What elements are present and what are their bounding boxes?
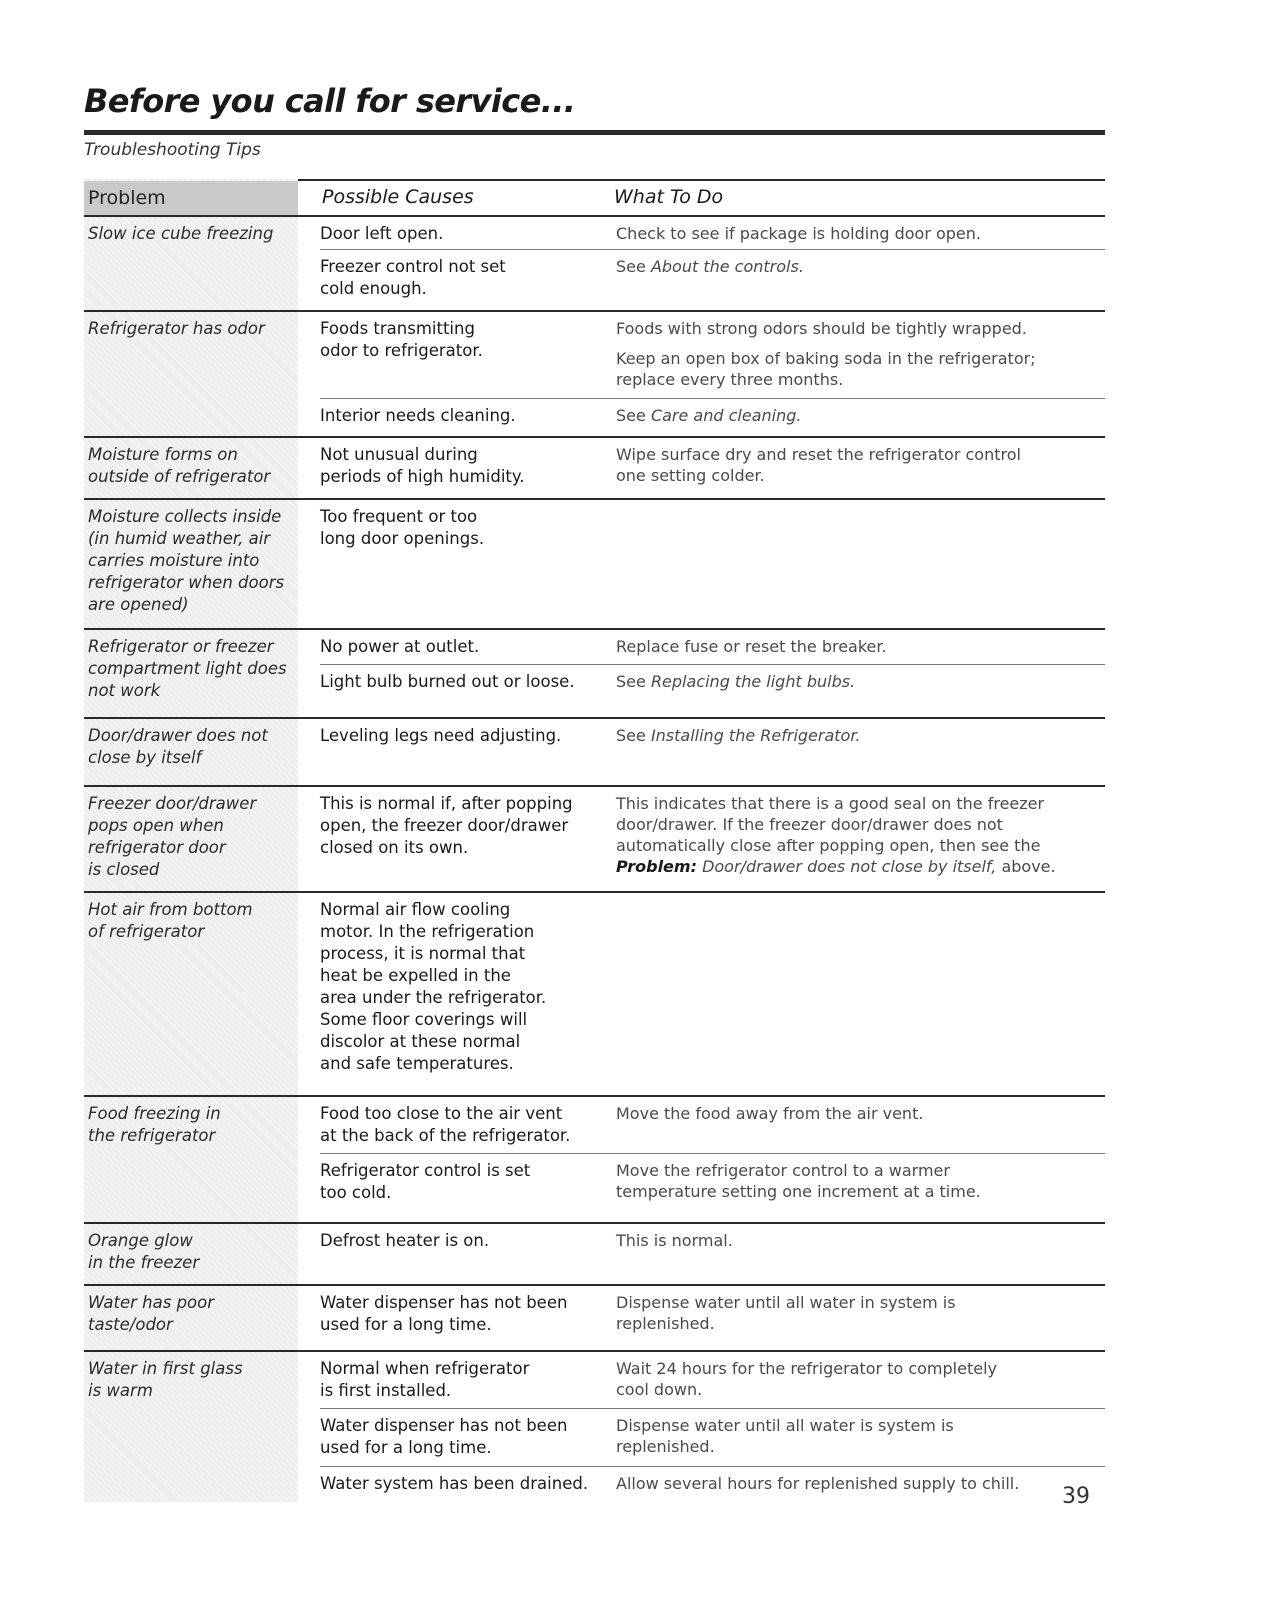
cause-item (320, 1408, 1105, 1466)
what-to-do-cell (616, 223, 1102, 244)
problem-cell: Water has poor taste/odor (88, 1293, 215, 1334)
column-header-problem: Problem (84, 181, 298, 215)
problem-cell: Slow ice cube freezing (88, 224, 274, 243)
possible-cause-cell: Foods transmitting odor to refrigerator. (320, 319, 483, 360)
table-row (84, 717, 1105, 785)
what-to-do-cell (616, 725, 1102, 746)
table-row (84, 785, 1105, 891)
what-to-do-text: See (616, 726, 651, 745)
possible-cause-cell: Normal air flow cooling motor. In the refrigeration process, it is normal that heat be expelled in the area under the refrigerator. Some floor coverings will discolor at these normal and safe temperatures. (320, 900, 547, 1073)
what-to-do-text: This is normal. (616, 1231, 733, 1250)
what-to-do-text: above. (996, 857, 1056, 876)
what-to-do-cell (616, 318, 1102, 389)
possible-cause-cell: This is normal if, after popping open, the freezer door/drawer closed on its own. (320, 794, 573, 857)
cause-item (320, 664, 1105, 719)
cause-item (320, 217, 1105, 249)
what-to-do-cell (616, 444, 1102, 486)
problem-cell: Water in first glass is warm (88, 1359, 243, 1400)
possible-cause-cell: Freezer control not set cold enough. (320, 257, 506, 298)
table-row (84, 436, 1105, 498)
cause-item (320, 719, 1105, 787)
problem-cell: Freezer door/drawer pops open when refrigerator door is closed (88, 794, 257, 879)
cause-item (320, 1097, 1105, 1153)
cause-item (320, 1352, 1105, 1408)
possible-cause-cell: Water dispenser has not been used for a long time. (320, 1293, 568, 1334)
what-to-do-text: Door/drawer does not close by itself, (696, 857, 997, 876)
what-to-do-cell (616, 405, 1102, 426)
cause-item (320, 398, 1105, 438)
table-row (84, 217, 1105, 310)
what-to-do-cell (616, 1473, 1102, 1494)
possible-cause-cell: Defrost heater is on. (320, 1231, 490, 1250)
column-header-todo: What To Do (614, 186, 724, 208)
possible-cause-cell: No power at outlet. (320, 637, 480, 656)
cause-item (320, 312, 1105, 398)
possible-cause-cell: Water system has been drained. (320, 1474, 589, 1493)
what-to-do-text: This indicates that there is a good seal on the freezer door/drawer. If the freezer door/drawer does not automatically close after popping open, then see the (616, 794, 1045, 855)
cause-item (320, 1286, 1105, 1352)
page-subtitle: Troubleshooting Tips (84, 140, 261, 160)
what-to-do-cell (616, 793, 1102, 877)
cause-item (320, 630, 1105, 664)
what-to-do-text: See (616, 257, 651, 276)
what-to-do-text: Problem: (616, 857, 697, 876)
cause-item (320, 1466, 1105, 1504)
problem-cell: Hot air from bottom of refrigerator (88, 900, 253, 941)
what-to-do-text: Replace fuse or reset the breaker. (616, 637, 887, 656)
what-to-do-text: Dispense water until all water in system is replenished. (616, 1293, 956, 1333)
what-to-do-text: Move the refrigerator control to a warmer temperature setting one increment at a time. (616, 1161, 981, 1201)
what-to-do-text: Care and cleaning. (650, 406, 802, 425)
what-to-do-cell (616, 1292, 1102, 1334)
possible-cause-cell: Leveling legs need adjusting. (320, 726, 562, 745)
problem-cell: Food freezing in the refrigerator (88, 1104, 221, 1145)
problem-cell: Refrigerator or freezer compartment light does not work (88, 637, 287, 700)
cause-item (320, 1224, 1105, 1286)
table-row (84, 1095, 1105, 1222)
cause-item (320, 500, 1105, 630)
problem-cell: Orange glow in the freezer (88, 1231, 200, 1272)
table-row (84, 1222, 1105, 1284)
problem-cell: Refrigerator has odor (88, 319, 265, 338)
cause-item (320, 249, 1105, 310)
possible-cause-cell: Normal when refrigerator is first installed. (320, 1359, 530, 1400)
page-title: Before you call for service... (84, 82, 576, 120)
possible-cause-cell: Food too close to the air vent at the back of the refrigerator. (320, 1104, 571, 1145)
problem-cell: Moisture collects inside (in humid weather, air carries moisture into refrigerator when doors are opened) (88, 507, 285, 614)
table-row (84, 891, 1105, 1095)
possible-cause-cell: Light bulb burned out or loose. (320, 672, 575, 691)
what-to-do-text: About the controls. (650, 257, 804, 276)
what-to-do-text: Installing the Refrigerator. (650, 726, 861, 745)
table-row (84, 1350, 1105, 1502)
cause-item (320, 893, 1105, 1097)
table-row (84, 628, 1105, 717)
what-to-do-text: Allow several hours for replenished supply to chill. (616, 1474, 1020, 1493)
what-to-do-text: Wipe surface dry and reset the refrigerator control one setting colder. (616, 445, 1021, 485)
what-to-do-cell (616, 1230, 1102, 1251)
what-to-do-text: Wait 24 hours for the refrigerator to completely cool down. (616, 1359, 997, 1399)
possible-cause-cell: Interior needs cleaning. (320, 406, 516, 425)
table-row (84, 498, 1105, 628)
what-to-do-text: Foods with strong odors should be tightly wrapped. (616, 319, 1027, 338)
possible-cause-cell: Refrigerator control is set too cold. (320, 1161, 531, 1202)
possible-cause-cell: Door left open. (320, 224, 444, 243)
header-top-rule (298, 179, 1105, 181)
possible-cause-cell: Not unusual during periods of high humidity. (320, 445, 525, 486)
problem-cell: Moisture forms on outside of refrigerator (88, 445, 271, 486)
page-number: 39 (1062, 1484, 1090, 1509)
what-to-do-cell (616, 1358, 1102, 1400)
table-row (84, 310, 1105, 436)
cause-item (320, 1153, 1105, 1224)
what-to-do-text: See (616, 406, 651, 425)
what-to-do-cell (616, 1415, 1102, 1457)
cause-item (320, 438, 1105, 500)
what-to-do-extra: Keep an open box of baking soda in the refrigerator; replace every three months. (616, 349, 1036, 389)
what-to-do-cell (616, 671, 1102, 692)
what-to-do-cell (616, 636, 1102, 657)
table-row (84, 1284, 1105, 1350)
what-to-do-cell (616, 1103, 1102, 1124)
what-to-do-text: Move the food away from the air vent. (616, 1104, 924, 1123)
what-to-do-text: See (616, 672, 651, 691)
cause-item (320, 787, 1105, 893)
title-rule (84, 130, 1105, 135)
what-to-do-text: Dispense water until all water is system is replenished. (616, 1416, 954, 1456)
possible-cause-cell: Too frequent or too long door openings. (320, 507, 485, 548)
what-to-do-cell (616, 256, 1102, 277)
what-to-do-text: Replacing the light bulbs. (650, 672, 856, 691)
problem-cell: Door/drawer does not close by itself (88, 726, 268, 767)
column-header-causes: Possible Causes (322, 186, 474, 208)
what-to-do-cell (616, 1160, 1102, 1202)
what-to-do-text: Check to see if package is holding door open. (616, 224, 981, 243)
possible-cause-cell: Water dispenser has not been used for a long time. (320, 1416, 568, 1457)
